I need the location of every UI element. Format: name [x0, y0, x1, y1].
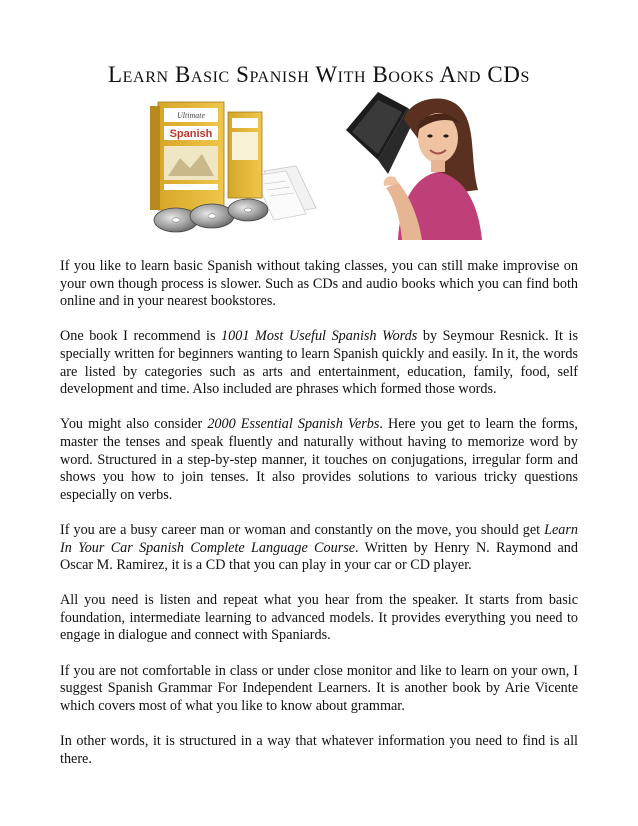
paragraph-3-text-a: You might also consider [60, 416, 208, 433]
book-title-1001-words: 1001 Most Useful Spanish Words [221, 328, 418, 345]
svg-text:Spanish: Spanish [169, 128, 213, 140]
paragraph-4-text-b: . Written by Henry N. Raymond and Oscar M. Ramirez, it is a CD that you can play in your car or CD player. [60, 539, 578, 574]
paragraph-5: All you need is listen and repeat what you hear from the speaker. It starts from basic foundation, intermediate learning to advanced models. It provides everything you need to engage in dialogue and connect with Spaniards. [60, 592, 578, 644]
paragraph-1: If you like to learn basic Spanish without taking classes, you can still make improvise on your own though process is slower. Such as CDs and audio books which you can find both online and in your nearest bookstores. [60, 258, 578, 310]
paragraph-2 [60, 328, 578, 398]
paragraph-3 [60, 416, 578, 504]
svg-text:Ultimate: Ultimate [177, 111, 205, 120]
image-row [0, 90, 638, 240]
page-title: Learn Basic Spanish With Books And CDs [108, 62, 530, 87]
course-title-learn-in-your-car: Learn In Your Car Spanish Complete Language Course [60, 521, 578, 556]
spanish-course-box-icon [146, 96, 326, 236]
article-body [60, 258, 578, 786]
paragraph-6: If you are not comfortable in class or under close monitor and like to learn on your own, I suggest Spanish Grammar For Independent Learners. It is another book by Arie Vicente which covers most of what you like to know about grammar. [60, 662, 578, 714]
paragraph-4-text-a: If you are a busy career man or woman and constantly on the move, you should get [60, 521, 545, 538]
paragraph-4 [60, 522, 578, 575]
paragraph-2-text-b: by Seymour Resnick. It is specially written for beginners wanting to learn Spanish quickly and easily. In it, the words are listed by categories such as arts and entertainment, education, family, food, self development and time. Also included are phrases which formed those words. [60, 328, 578, 398]
paragraph-7: In other words, it is structured in a way that whatever information you need to find is all there. [60, 733, 578, 767]
paragraph-2-text-a: One book I recommend is [60, 328, 222, 345]
book-title-2000-verbs: 2000 Essential Spanish Verbs [207, 416, 380, 433]
woman-with-laptop-icon [338, 90, 488, 240]
paragraph-3-text-b: . Here you get to learn the forms, master the tenses and speak fluently and naturally without having to memorize word by word. Structured in a step-by-step manner, it touches on conjugations, irregular form and shows you how to join tenses. It also provides solutions to various tricky questions especially on verbs. [60, 416, 578, 503]
